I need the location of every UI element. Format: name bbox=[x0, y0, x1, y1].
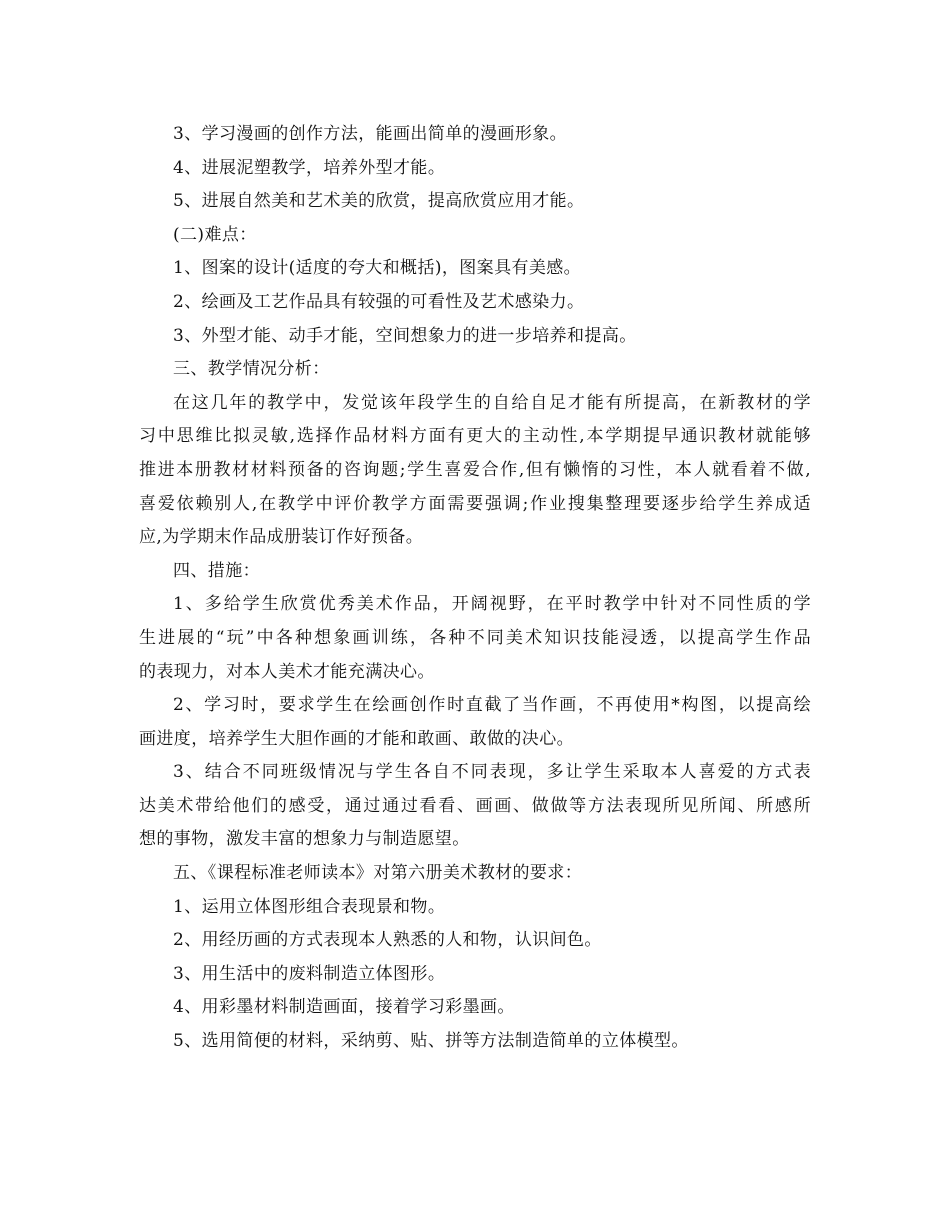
paragraph bbox=[139, 689, 811, 756]
paragraph-line: 画进度，培养学生大胆作画的才能和敢画、敢做的决心。 bbox=[139, 728, 574, 749]
section-heading: 五、《课程标准老师读本》对第六册美术教材的要求： bbox=[173, 863, 583, 884]
paragraph-line: 生进展的“玩”中各种想象画训练，各种不同美术知识技能浸透，以提高学生作品 bbox=[139, 627, 811, 648]
paragraph-line: 3、结合不同班级情况与学生各自不同表现，多让学生采取本人喜爱的方式表 bbox=[173, 762, 811, 783]
paragraph-line: 的表现力，对本人美术才能充满决心。 bbox=[139, 661, 435, 682]
paragraph bbox=[139, 387, 811, 555]
paragraph-line: 喜爱依赖别人,在教学中评价教学方面需要强调;作业搜集整理要逐步给学生养成适 bbox=[139, 493, 811, 514]
text-line: 1、图案的设计(适度的夸大和概括)，图案具有美感。 bbox=[173, 258, 582, 279]
section-heading: 四、措施： bbox=[173, 560, 260, 581]
paragraph-line: 达美术带给他们的感受，通过通过看看、画画、做做等方法表现所见所闻、所感所 bbox=[139, 795, 811, 816]
paragraph bbox=[139, 588, 811, 689]
paragraph-line: 2、学习时，要求学生在绘画创作时直截了当作画，不再使用*构图，以提高绘 bbox=[173, 695, 811, 716]
paragraph bbox=[139, 756, 811, 857]
text-line: 2、用经历画的方式表现本人熟悉的人和物，认识间色。 bbox=[173, 930, 602, 951]
document-body bbox=[139, 118, 811, 1059]
text-line: 3、外型才能、动手才能，空间想象力的进一步培养和提高。 bbox=[173, 325, 637, 346]
text-line: 1、运用立体图形组合表现景和物。 bbox=[173, 896, 446, 917]
text-line: 3、用生活中的废料制造立体图形。 bbox=[173, 963, 446, 984]
paragraph-line: 1、多给学生欣赏优秀美术作品，开阔视野，在平时教学中针对不同性质的学 bbox=[173, 594, 811, 615]
paragraph-line: 在这几年的教学中，发觉该年段学生的自给自足才能有所提高，在新教材的学 bbox=[173, 392, 811, 413]
section-heading: (二)难点： bbox=[173, 224, 257, 245]
paragraph-line: 应,为学期末作品成册装订作好预备。 bbox=[139, 527, 424, 548]
text-line: 3、学习漫画的创作方法，能画出简单的漫画形象。 bbox=[173, 124, 568, 144]
text-line: 5、进展自然美和艺术美的欣赏，提高欣赏应用才能。 bbox=[173, 191, 585, 212]
paragraph-line: 推进本册教材材料预备的咨询题;学生喜爱合作,但有懒惰的习性，本人就看着不做, bbox=[139, 459, 811, 480]
text-line: 4、进展泥塑教学，培养外型才能。 bbox=[173, 157, 446, 178]
paragraph-line: 习中思维比拟灵敏,选择作品材料方面有更大的主动性,本学期提早通识教材就能够 bbox=[139, 426, 811, 447]
paragraph-line: 想的事物，激发丰富的想象力与制造愿望。 bbox=[139, 829, 470, 850]
text-line: 4、用彩墨材料制造画面，接着学习彩墨画。 bbox=[173, 997, 515, 1018]
text-line: 5、选用简便的材料，采纳剪、贴、拼等方法制造简单的立体模型。 bbox=[173, 1031, 689, 1052]
section-heading: 三、教学情况分析： bbox=[173, 359, 330, 380]
text-line: 2、绘画及工艺作品具有较强的可看性及艺术感染力。 bbox=[173, 291, 585, 312]
